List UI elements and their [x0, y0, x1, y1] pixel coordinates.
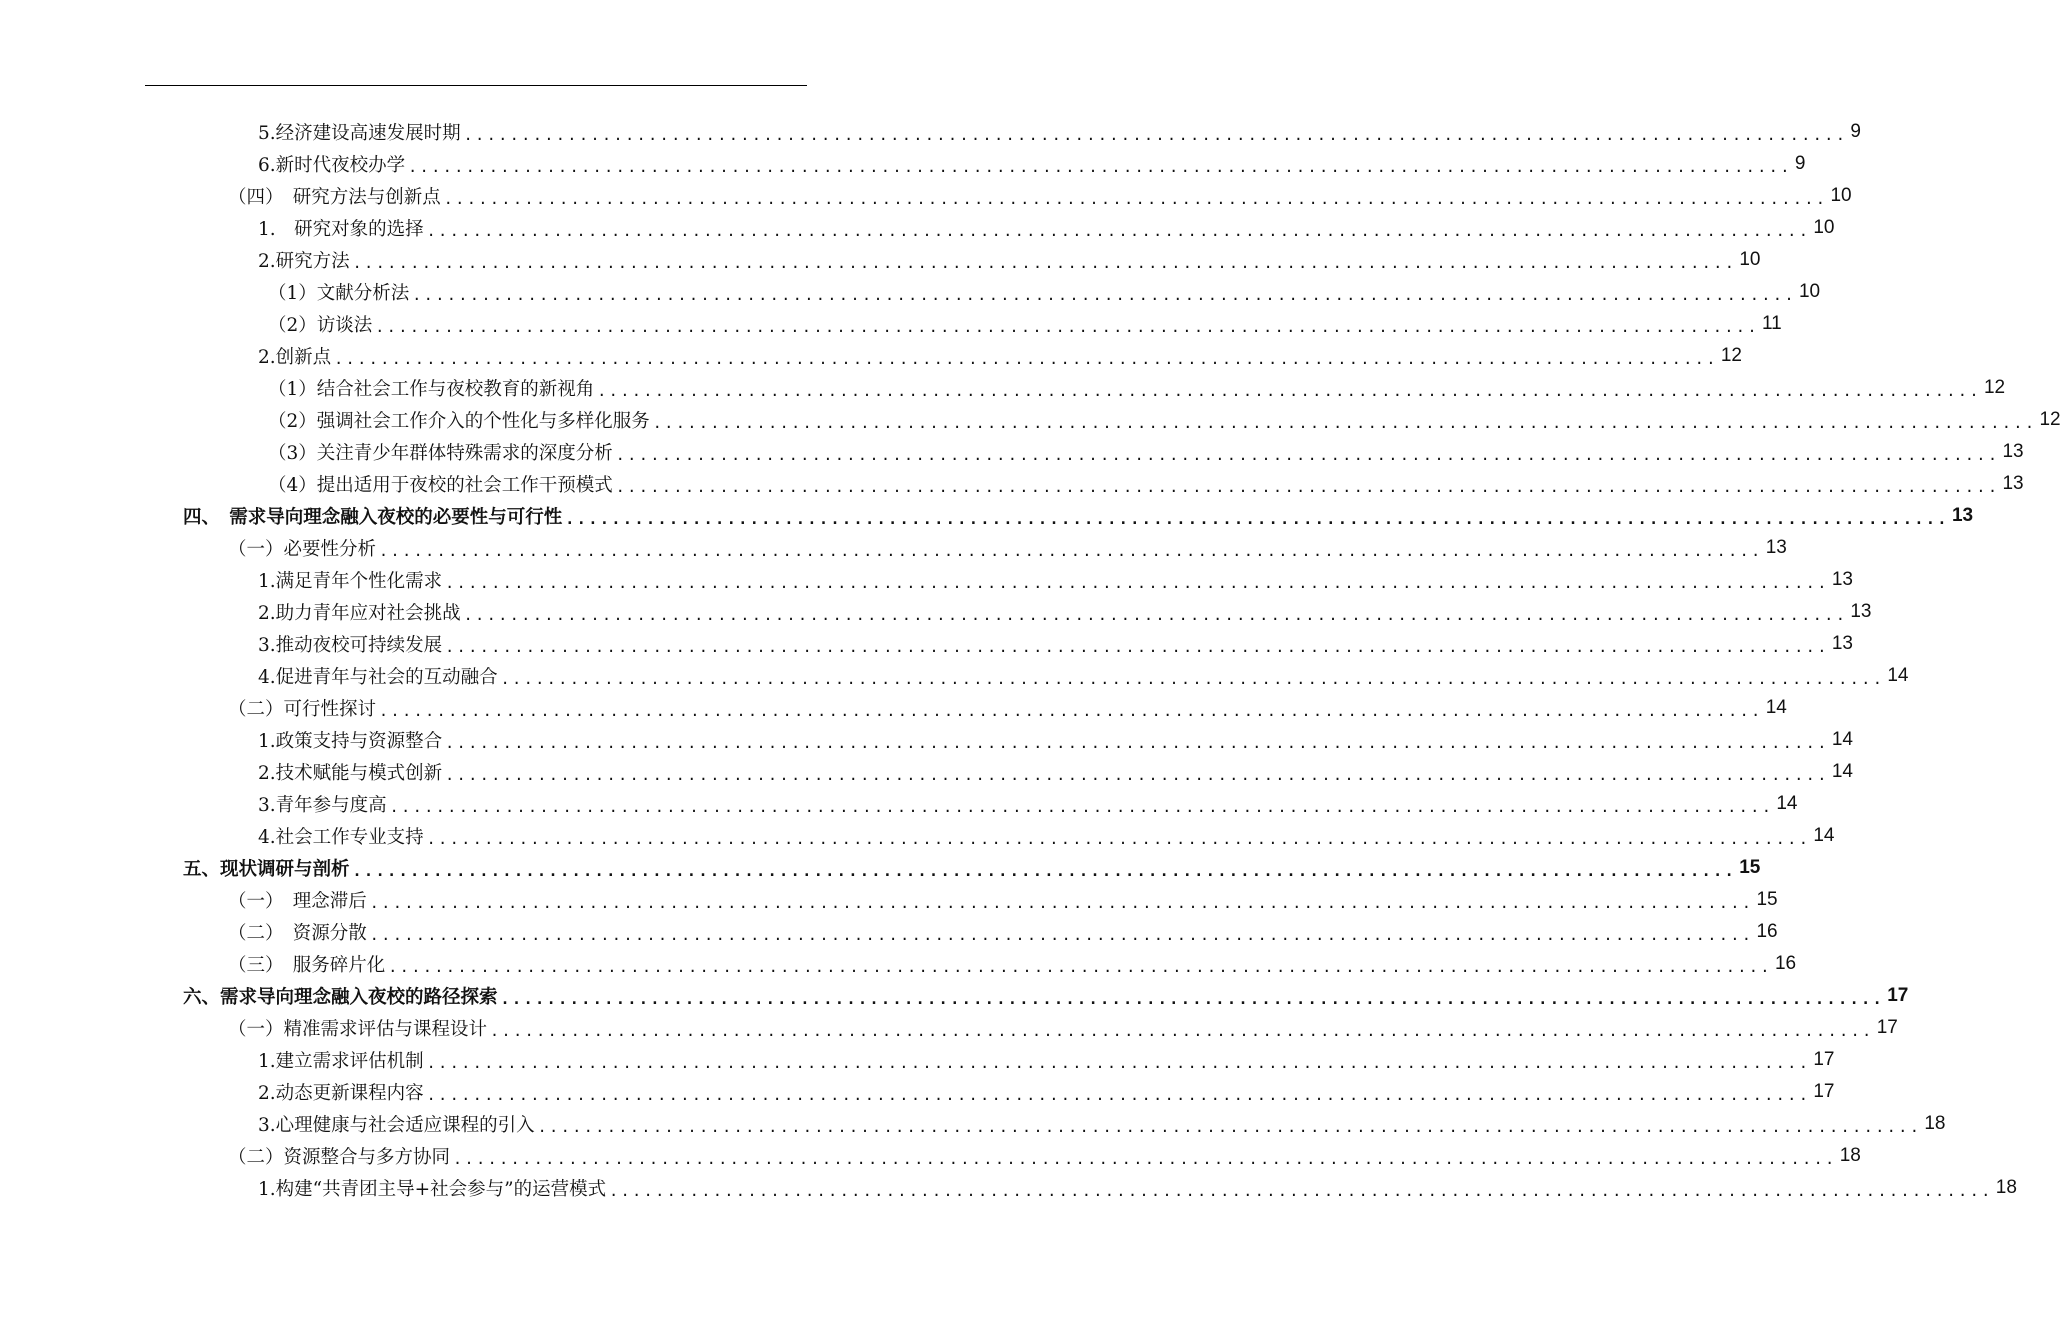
- toc-leader-dots: ........................................................................................................................: [412, 286, 1796, 304]
- toc-entry[interactable]: [0, 756, 1853, 788]
- toc-entry[interactable]: [0, 852, 1761, 884]
- toc-leader-dots: ........................................................................................................................: [426, 830, 1811, 848]
- toc-entry-title: （二）可行性探讨: [228, 699, 377, 720]
- toc-leader-dots: ........................................................................................................................: [445, 574, 1829, 592]
- toc-leader-dots: ........................................................................................................................: [463, 606, 1848, 624]
- toc-leader-dots: ........................................................................................................................: [352, 254, 1737, 272]
- toc-entry[interactable]: [0, 1044, 1835, 1076]
- toc-entry-page: 18: [1924, 1113, 1946, 1134]
- toc-entry[interactable]: [0, 948, 1797, 980]
- toc-entry[interactable]: [0, 116, 1861, 148]
- toc-entry[interactable]: [0, 468, 2024, 500]
- toc-entry-page: 17: [1887, 985, 1909, 1006]
- toc-entry[interactable]: [0, 1140, 1861, 1172]
- table-of-contents: [0, 116, 2061, 1204]
- toc-entry-title: （1）结合社会工作与夜校教育的新视角: [268, 379, 595, 400]
- toc-leader-dots: ........................................................................................................................: [445, 734, 1829, 752]
- toc-entry-title: （二） 资源分散: [228, 923, 367, 944]
- toc-leader-dots: ........................................................................................................................: [426, 1086, 1811, 1104]
- toc-entry-page: 16: [1756, 921, 1778, 942]
- toc-entry-page: 13: [1951, 505, 1974, 526]
- toc-entry-page: 12: [2039, 409, 2061, 430]
- toc-leader-dots: ........................................................................................................................: [369, 894, 1754, 912]
- toc-entry-page: 10: [1739, 249, 1761, 270]
- toc-leader-dots: ........................................................................................................................: [352, 862, 1737, 880]
- toc-leader-dots: ........................................................................................................................: [426, 222, 1811, 240]
- toc-entry[interactable]: [0, 1108, 1946, 1140]
- toc-leader-dots: ........................................................................................................................: [565, 510, 1949, 528]
- toc-entry-title: 五、现状调研与剖析: [183, 859, 350, 880]
- toc-entry-title: 3.推动夜校可持续发展: [258, 635, 443, 656]
- toc-leader-dots: ........................................................................................................................: [609, 1182, 1993, 1200]
- toc-entry[interactable]: [0, 148, 1806, 180]
- toc-entry-page: 13: [1831, 569, 1853, 590]
- toc-entry-title: 1.政策支持与资源整合: [258, 731, 443, 752]
- toc-entry-page: 15: [1739, 857, 1761, 878]
- toc-entry[interactable]: [0, 532, 1787, 564]
- toc-leader-dots: ........................................................................................................................: [379, 702, 1763, 720]
- toc-entry-page: 17: [1813, 1081, 1835, 1102]
- toc-entry-title: 四、 需求导向理念融入夜校的必要性与可行性: [183, 507, 563, 528]
- toc-entry-page: 10: [1813, 217, 1835, 238]
- toc-leader-dots: ........................................................................................................................: [500, 990, 1885, 1008]
- toc-entry[interactable]: [0, 1076, 1835, 1108]
- toc-entry-page: 13: [2002, 473, 2024, 494]
- toc-entry-page: 13: [2002, 441, 2024, 462]
- toc-leader-dots: ........................................................................................................................: [334, 350, 1718, 368]
- toc-entry[interactable]: [0, 692, 1787, 724]
- header-rule: [145, 85, 807, 86]
- toc-entry-page: 14: [1765, 697, 1787, 718]
- toc-leader-dots: ........................................................................................................................: [463, 126, 1848, 144]
- toc-entry-title: 3.青年参与度高: [258, 795, 387, 816]
- toc-entry-page: 14: [1831, 729, 1853, 750]
- toc-entry-page: 12: [1720, 345, 1742, 366]
- toc-entry-page: 14: [1887, 665, 1909, 686]
- toc-leader-dots: ........................................................................................................................: [389, 798, 1774, 816]
- toc-entry-page: 17: [1876, 1017, 1898, 1038]
- toc-entry[interactable]: [0, 404, 2061, 436]
- toc-leader-dots: ........................................................................................................................: [408, 158, 1792, 176]
- toc-entry-page: 18: [1995, 1177, 2017, 1198]
- toc-leader-dots: ........................................................................................................................: [500, 670, 1885, 688]
- toc-leader-dots: ........................................................................................................................: [652, 414, 2037, 432]
- toc-entry[interactable]: [0, 724, 1853, 756]
- toc-entry-title: 1.构建“共青团主导+社会参与”的运营模式: [258, 1179, 607, 1200]
- toc-leader-dots: ........................................................................................................................: [369, 926, 1754, 944]
- toc-entry[interactable]: [0, 308, 1782, 340]
- toc-entry-title: （2）访谈法: [268, 315, 373, 336]
- toc-entry-title: （四） 研究方法与创新点: [228, 187, 441, 208]
- toc-entry[interactable]: [0, 340, 1742, 372]
- toc-entry-title: 4.社会工作专业支持: [258, 827, 424, 848]
- toc-entry-title: 1. 研究对象的选择: [258, 219, 424, 240]
- toc-entry-page: 14: [1831, 761, 1853, 782]
- toc-entry[interactable]: [0, 436, 2024, 468]
- toc-entry-page: 14: [1776, 793, 1798, 814]
- toc-entry-page: 15: [1756, 889, 1778, 910]
- toc-leader-dots: ........................................................................................................................: [375, 318, 1759, 336]
- toc-entry-title: 2.研究方法: [258, 251, 350, 272]
- toc-leader-dots: ........................................................................................................................: [615, 478, 2000, 496]
- toc-entry-title: 2.创新点: [258, 347, 332, 368]
- toc-entry[interactable]: [0, 884, 1778, 916]
- toc-entry-page: 10: [1830, 185, 1852, 206]
- toc-entry-page: 9: [1794, 153, 1806, 174]
- toc-entry-page: 13: [1765, 537, 1787, 558]
- toc-leader-dots: ........................................................................................................................: [537, 1118, 1922, 1136]
- toc-leader-dots: ........................................................................................................................: [379, 542, 1763, 560]
- toc-leader-dots: ........................................................................................................................: [597, 382, 1981, 400]
- toc-entry-title: （1）文献分析法: [268, 283, 410, 304]
- toc-entry[interactable]: [0, 564, 1853, 596]
- toc-entry-page: 11: [1761, 313, 1782, 334]
- toc-entry-page: 14: [1813, 825, 1835, 846]
- toc-entry[interactable]: [0, 180, 1852, 212]
- toc-entry-title: 3.心理健康与社会适应课程的引入: [258, 1115, 535, 1136]
- toc-leader-dots: ........................................................................................................................: [443, 190, 1828, 208]
- toc-entry-title: （2）强调社会工作介入的个性化与多样化服务: [268, 411, 650, 432]
- toc-entry-title: 6.新时代夜校办学: [258, 155, 406, 176]
- toc-entry[interactable]: [0, 628, 1853, 660]
- toc-entry-title: （二）资源整合与多方协同: [228, 1147, 451, 1168]
- toc-leader-dots: ........................................................................................................................: [445, 766, 1829, 784]
- toc-entry[interactable]: [0, 660, 1909, 692]
- toc-entry[interactable]: [0, 500, 1974, 532]
- toc-entry-page: 9: [1850, 121, 1861, 142]
- toc-entry-title: （一）必要性分析: [228, 539, 377, 560]
- toc-entry-title: （3）关注青少年群体特殊需求的深度分析: [268, 443, 613, 464]
- toc-entry-title: （一） 理念滞后: [228, 891, 367, 912]
- toc-leader-dots: ........................................................................................................................: [615, 446, 2000, 464]
- toc-entry-title: （一）精准需求评估与课程设计: [228, 1019, 488, 1040]
- toc-entry[interactable]: [0, 916, 1778, 948]
- toc-entry-page: 10: [1798, 281, 1821, 302]
- toc-entry[interactable]: [0, 212, 1835, 244]
- toc-leader-dots: ........................................................................................................................: [388, 958, 1772, 976]
- toc-leader-dots: ........................................................................................................................: [453, 1150, 1837, 1168]
- toc-entry[interactable]: [0, 980, 1909, 1012]
- toc-entry-title: 2.技术赋能与模式创新: [258, 763, 443, 784]
- toc-entry[interactable]: [0, 788, 1798, 820]
- toc-entry-title: 2.助力青年应对社会挑战: [258, 603, 461, 624]
- toc-entry-title: （4）提出适用于夜校的社会工作干预模式: [268, 475, 613, 496]
- toc-entry-title: 2.动态更新课程内容: [258, 1083, 424, 1104]
- toc-entry-page: 13: [1850, 601, 1872, 622]
- toc-entry[interactable]: [0, 1172, 2017, 1204]
- toc-entry-page: 18: [1839, 1145, 1861, 1166]
- toc-entry[interactable]: [0, 596, 1872, 628]
- toc-entry-page: 17: [1813, 1049, 1835, 1070]
- toc-leader-dots: ........................................................................................................................: [426, 1054, 1811, 1072]
- toc-entry[interactable]: [0, 276, 1821, 308]
- toc-entry-title: 1.建立需求评估机制: [258, 1051, 424, 1072]
- toc-leader-dots: ........................................................................................................................: [445, 638, 1829, 656]
- toc-entry[interactable]: [0, 1012, 1898, 1044]
- toc-entry-title: 六、需求导向理念融入夜校的路径探索: [183, 987, 498, 1008]
- toc-entry[interactable]: [0, 820, 1835, 852]
- toc-entry-title: 5.经济建设高速发展时期: [258, 123, 461, 144]
- toc-entry-title: （三） 服务碎片化: [228, 955, 386, 976]
- toc-entry[interactable]: [0, 372, 2006, 404]
- toc-entry-page: 13: [1831, 633, 1853, 654]
- toc-entry-title: 4.促进青年与社会的互动融合: [258, 667, 498, 688]
- toc-leader-dots: ........................................................................................................................: [490, 1022, 1874, 1040]
- toc-entry[interactable]: [0, 244, 1761, 276]
- toc-entry-page: 12: [1983, 377, 2006, 398]
- toc-entry-page: 16: [1774, 953, 1797, 974]
- toc-entry-title: 1.满足青年个性化需求: [258, 571, 443, 592]
